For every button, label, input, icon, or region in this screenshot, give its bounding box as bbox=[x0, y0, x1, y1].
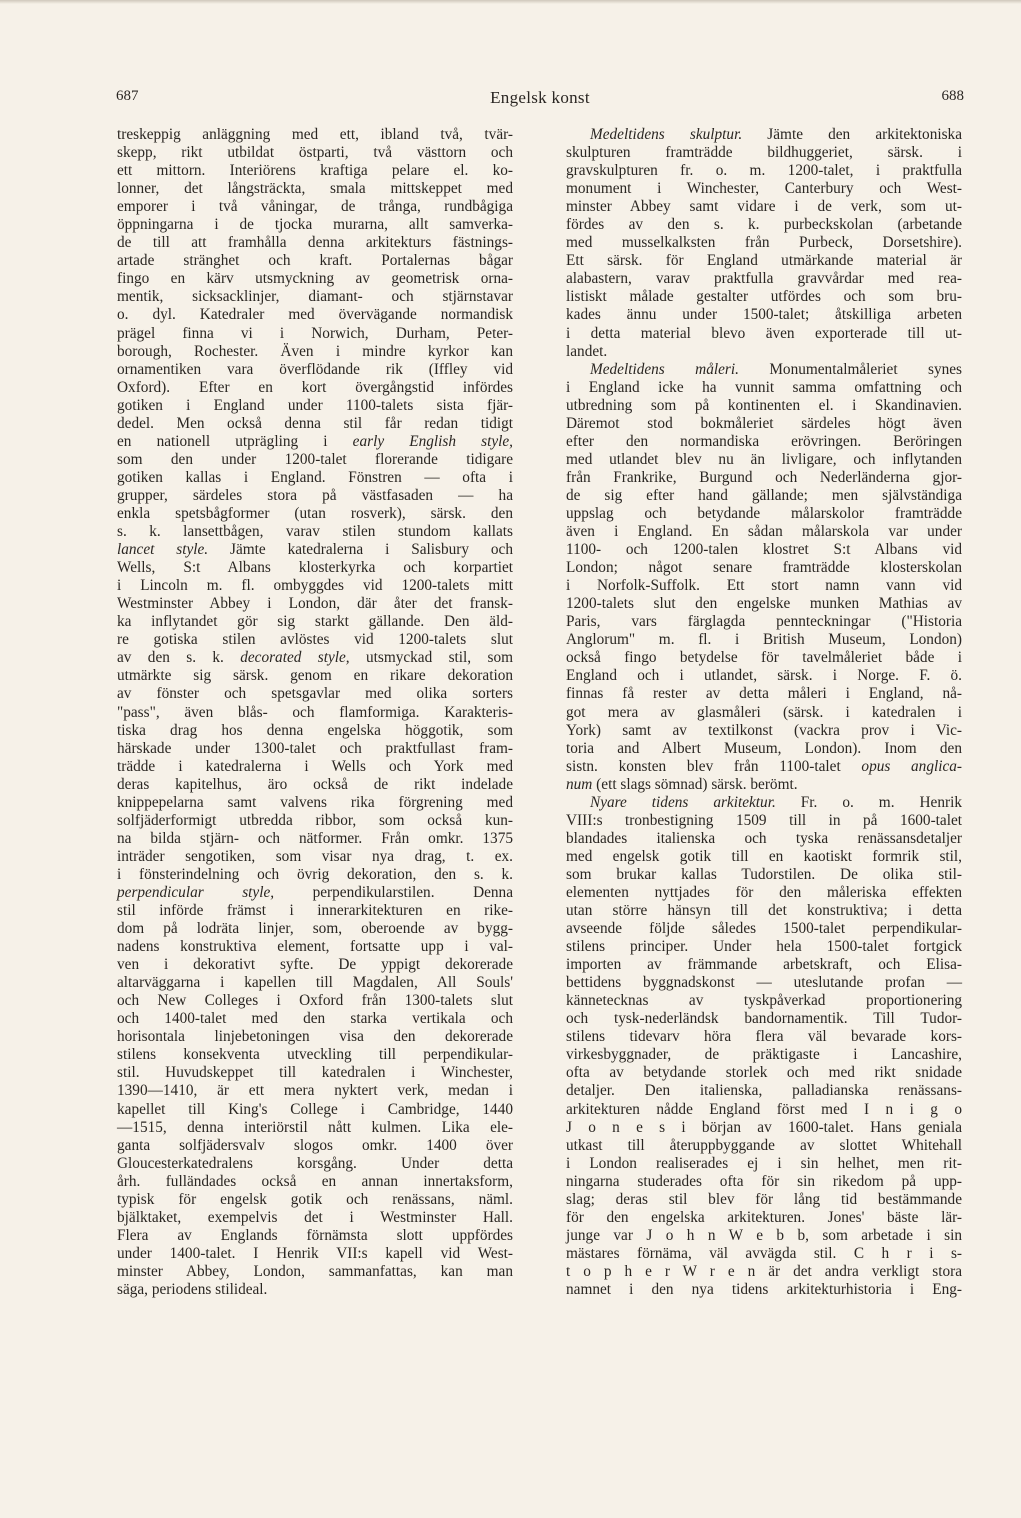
text-line: England och i utlandet, särsk. i Norge. F. ö. bbox=[566, 667, 962, 685]
text-line: även i England. En sådan målarskola var under bbox=[566, 523, 962, 541]
text-line: de till att framhålla denna arkitekturs fästnings- bbox=[117, 234, 513, 252]
text-line: inträder sengotiken, som visar nya drag, t. ex. bbox=[117, 847, 513, 865]
text-line: t o p h e r W r e n är det andra verkligt stora bbox=[566, 1262, 962, 1280]
text-line: stilens tidevarv höra flera väl bevarade kors- bbox=[566, 1028, 962, 1046]
text-line: Wells, S:t Albans klosterkyrka och korpartiet bbox=[117, 559, 513, 577]
text-line: som den under 1200-talet florerande tidigare bbox=[117, 450, 513, 468]
text-line: treskeppig anläggning med ett, ibland två, tvär- bbox=[117, 126, 513, 143]
text-line: dedel. Men också denna stil får redan tidigt bbox=[117, 414, 513, 432]
text-segment: sistn. konsten blev från 1100-talet bbox=[566, 757, 862, 775]
text-line: bjälktaket, exempelvis det i Westminster Hall. bbox=[117, 1208, 513, 1226]
text-line: stilens konsekventa utveckling till perpendikular- bbox=[117, 1046, 513, 1064]
text-line: landet. bbox=[566, 342, 608, 360]
text-line: na bilda stjärn- och nätformer. Från omkr. 1375 bbox=[117, 829, 513, 847]
text-line: detaljer. Den italienska, palladianska renässans- bbox=[566, 1082, 962, 1100]
text-line: också fingo betydelse för tavelmåleriet både i bbox=[566, 649, 962, 667]
text-line: som brukar kallas Tudorstilen. De olika stil- bbox=[566, 865, 962, 883]
text-line: i Norfolk-Suffolk. Ett stort namn vann vid bbox=[566, 577, 962, 595]
text-line: 1200-talets slut den engelske munken Mathias av bbox=[566, 595, 962, 613]
text-line: minster Abbey samt vidare i de verk, som ut- bbox=[566, 198, 962, 216]
text-line: blandades italienska och tyska renässansdetaljer bbox=[566, 829, 962, 847]
italic-term: Medeltidens skulptur. bbox=[590, 126, 743, 143]
text-line: gravskulpturen fr. o. m. 1200-talet, i praktfulla bbox=[566, 162, 962, 180]
text-line: i fönsterindelning och övrig dekoration, den s. k. bbox=[117, 865, 513, 883]
text-line: nadens konstruktiva element, fortsatte upp i val- bbox=[117, 938, 513, 956]
text-line bbox=[566, 758, 962, 776]
text-line: kännetecknas av tyskpåverkad proportionering bbox=[566, 992, 962, 1010]
italic-term: opus anglica- bbox=[861, 757, 963, 775]
text-line: knippepelarna samt valvens rika förgrening med bbox=[117, 793, 513, 811]
text-line: mästares förnäma, väl avvägda stil. C h r i s- bbox=[566, 1244, 962, 1262]
text-line: och New Colleges i Oxford från 1300-talets slut bbox=[117, 992, 513, 1010]
text-line: elementen nyttjades för den måleriska effekten bbox=[566, 883, 962, 901]
text-line: toria and Albert Museum, London). Inom den bbox=[566, 739, 962, 757]
text-line: och tysk-nederländsk bandornamentik. Till Tudor- bbox=[566, 1010, 962, 1028]
text-segment: utsmyckad stil, som bbox=[349, 649, 513, 667]
text-line: Däremot stod bokmåleriet särdeles högt även bbox=[566, 414, 962, 432]
text-line: York) samt av textilkonst (vackra prov i Vic- bbox=[566, 721, 962, 739]
text-line: säga, periodens stilideal. bbox=[117, 1281, 268, 1298]
text-line: utan större hänsyn till det konstruktiva; i detta bbox=[566, 902, 962, 920]
page-number-right: 688 bbox=[941, 88, 964, 104]
text-line: o. dyl. Katedraler med övervägande normandisk bbox=[117, 306, 513, 324]
text-line: mentik, sicksacklinjer, diamant- och stjärnstavar bbox=[117, 288, 513, 306]
text-line: grupper, särdeles stora på västfasaden — ha bbox=[117, 486, 513, 504]
text-line: fördes av den s. k. purbeckskolan (arbetande bbox=[566, 216, 962, 234]
text-line bbox=[566, 361, 962, 379]
text-line: utbredning som på kontinenten el. i Skandinavien. bbox=[566, 396, 962, 414]
text-line: monument i Winchester, Canterbury och West- bbox=[566, 180, 962, 198]
text-line: ett mittorn. Interiörens kraftiga pelare el. ko- bbox=[117, 162, 513, 180]
text-line: skulpturen framträdde bildhuggeriet, särsk. i bbox=[566, 144, 962, 162]
text-line: gotiken i England under 1100-talets sista fjär- bbox=[117, 396, 513, 414]
text-line: namnet i den nya tidens arkitekturhistoria i Eng- bbox=[566, 1281, 962, 1298]
text-line: alabastern, varav praktfulla gravvårdar med rea- bbox=[566, 270, 962, 288]
text-line: ganta solfjädersvalv slogos omkr. 1400 över bbox=[117, 1136, 513, 1154]
text-line: kades ännu under 1500-talet; åtskilliga arbeten bbox=[566, 306, 962, 324]
text-line bbox=[117, 649, 513, 667]
text-line bbox=[566, 794, 962, 812]
text-line bbox=[566, 776, 962, 794]
text-line: listiskt målade gestalter utfördes och som bru- bbox=[566, 288, 962, 306]
text-line: stil. Huvudskeppet till katedralen i Winchester, bbox=[117, 1064, 513, 1082]
text-line: ven i dekorativt syfte. De yppigt dekorerade bbox=[117, 956, 513, 974]
text-line: horisontala linjebetoningen visa den dekorerade bbox=[117, 1028, 513, 1046]
text-line: 1390—1410, är ett mera nyktert verk, medan i bbox=[117, 1082, 513, 1100]
text-segment: Fr. o. m. Henrik bbox=[775, 793, 962, 811]
text-line: typisk för engelsk gotik och renässans, näml. bbox=[117, 1190, 513, 1208]
text-line: altarväggarna i kapellen till Magdalen, All Souls' bbox=[117, 974, 513, 992]
text-segment: en nationell utprägling i bbox=[117, 432, 353, 450]
text-line: under 1400-talet. I Henrik VII:s kapell vid West- bbox=[117, 1244, 513, 1262]
left-text-column bbox=[117, 126, 513, 1299]
text-segment: av den s. k. bbox=[117, 649, 241, 667]
text-line: got mera av glasmåleri (särsk. i katedralen i bbox=[566, 703, 962, 721]
text-line: de sig efter hand gällande; men självständiga bbox=[566, 486, 962, 504]
text-line: uppslag och betydande målarskolor framträdde bbox=[566, 504, 962, 522]
text-line: emporer i två våningar, de trånga, rundbågiga bbox=[117, 198, 513, 216]
text-line: utkast till återuppbyggande av slottet Whitehall bbox=[566, 1136, 962, 1154]
text-line: efter den normandiska erövringen. Beröringen bbox=[566, 432, 962, 450]
text-line: i detta material blevo även exporterade till ut- bbox=[566, 324, 962, 342]
text-line: Anglorum" m. fl. i British Museum, London) bbox=[566, 631, 962, 649]
text-line: slag; deras stil blev för lång tid bestämmande bbox=[566, 1190, 962, 1208]
text-line: ningarna studerades ofta för sin rikedom på upp- bbox=[566, 1172, 962, 1190]
text-line: finnas få rester av detta måleri i England, nå- bbox=[566, 685, 962, 703]
text-line: stilens principer. Under hela 1500-talet fortgick bbox=[566, 938, 962, 956]
text-line: från Frankrike, Burgund och Nederländerna gjor- bbox=[566, 468, 962, 486]
italic-term: early English style, bbox=[352, 432, 513, 450]
text-segment: (ett slags sömnad) särsk. berömt. bbox=[592, 775, 798, 793]
text-line: öppningarna i de tjocka murarna, allt samverka- bbox=[117, 216, 513, 234]
text-line: virkesbyggnader, de präktigaste i Lancashire, bbox=[566, 1046, 962, 1064]
text-line: ornamentiken vara överflödande rik (Iffley vid bbox=[117, 360, 513, 378]
text-line: Oxford). Efter en kort övergångstid infördes bbox=[117, 378, 513, 396]
text-line: —1515, denna interiörstil nått kulmen. Lika ele- bbox=[117, 1118, 513, 1136]
text-line: fingo en kärv utsmyckning av geometrisk orna- bbox=[117, 270, 513, 288]
text-line: avseende följde således 1500-talet perpendikular- bbox=[566, 920, 962, 938]
italic-term: Medeltidens måleri. bbox=[590, 360, 739, 378]
text-line: i Lincoln m. fl. ombyggdes vid 1200-talets mitt bbox=[117, 577, 513, 595]
text-line: solfjäderformigt utbredda ribbor, som också kun- bbox=[117, 811, 513, 829]
text-line: stil införde främst i innerarkitekturen en rike- bbox=[117, 902, 513, 920]
italic-term: num bbox=[566, 775, 593, 793]
text-line: minster Abbey, London, sammanfattas, kan man bbox=[117, 1262, 513, 1280]
italic-term: perpendicular style, bbox=[117, 883, 275, 901]
text-line: ka inflytandet gör sig starkt gällande. Den äld- bbox=[117, 613, 513, 631]
page-top-edge bbox=[0, 0, 1021, 4]
text-line: deras kapitelhus, äro också de rikt indelade bbox=[117, 775, 513, 793]
text-line: kapellet till King's College i Cambridge, 1440 bbox=[117, 1100, 513, 1118]
text-line: ofta av betydande storlek och med rikt snidade bbox=[566, 1064, 962, 1082]
text-line: importen av främmande arbetskraft, och Elisa- bbox=[566, 956, 962, 974]
text-line bbox=[117, 884, 513, 902]
text-line bbox=[566, 126, 962, 144]
text-line: trädde i katedralerna i Wells och York med bbox=[117, 757, 513, 775]
text-line: skepp, rikt utbildat östparti, två västtorn och bbox=[117, 144, 513, 162]
text-line: Ett särsk. för England utmärkande material är bbox=[566, 252, 962, 270]
text-line: artade stränghet och kraft. Portalernas bågar bbox=[117, 252, 513, 270]
text-line: med engelsk gotik till en kaotiskt formrik stil, bbox=[566, 847, 962, 865]
text-line: bettidens byggnadskonst — uteslutande profan — bbox=[566, 974, 962, 992]
text-line: London; något senare framträdde klosterskolan bbox=[566, 559, 962, 577]
italic-term: decorated style, bbox=[240, 649, 350, 667]
text-segment: Monumentalmåleriet synes bbox=[738, 360, 962, 378]
text-line: gotiken kallas i England. Fönstren — ofta i bbox=[117, 468, 513, 486]
text-line: re gotiska stilen avlöstes vid 1200-talets slut bbox=[117, 631, 513, 649]
text-line: för den engelska arkitekturen. Jones' bäste lär- bbox=[566, 1208, 962, 1226]
text-line: i London realiserades ej i sin helhet, men rit- bbox=[566, 1154, 962, 1172]
text-line: lonner, det långsträckta, smala mittskeppet med bbox=[117, 180, 513, 198]
right-text-column bbox=[566, 126, 962, 1299]
text-segment: perpendikularstilen. Denna bbox=[274, 883, 513, 901]
text-line: 1100- och 1200-talen klostret S:t Albans vid bbox=[566, 541, 962, 559]
running-header bbox=[116, 88, 964, 114]
text-line: årh. fulländades också en annan innertaksform, bbox=[117, 1172, 513, 1190]
text-line: med utlandet blev nu än livligare, och inflytanden bbox=[566, 450, 962, 468]
text-line: enkla spetsbågformer (utan rosverk), särsk. den bbox=[117, 504, 513, 522]
text-line: junge var J o h n W e b b, som arbetade i sin bbox=[566, 1226, 962, 1244]
page-number-left: 687 bbox=[116, 88, 139, 104]
text-line: Westminster Abbey i London, där åter det fransk- bbox=[117, 595, 513, 613]
text-line: i England icke ha vunnit samma omfattning och bbox=[566, 378, 962, 396]
text-line: härskade under 1300-talet och praktfullast fram- bbox=[117, 739, 513, 757]
page-title: Engelsk konst bbox=[490, 88, 590, 107]
text-line: tiska drag hos denna engelska höggotik, som bbox=[117, 721, 513, 739]
text-line: "pass", även blås- och flamformiga. Karakteris- bbox=[117, 703, 513, 721]
text-line: J o n e s i början av 1600-talet. Hans geniala bbox=[566, 1118, 962, 1136]
text-line: och 1400-talet med den starka vertikala och bbox=[117, 1010, 513, 1028]
italic-term: Nyare tidens arkitektur. bbox=[590, 793, 776, 811]
text-segment: Jämte den arkitektoniska bbox=[742, 126, 962, 143]
text-line: utmärkte sig särsk. genom en rikare dekoration bbox=[117, 667, 513, 685]
text-line: VIII:s tronbestigning 1509 till in på 1600-talet bbox=[566, 811, 962, 829]
text-line: Paris, vars färglagda pennteckningar ("Historia bbox=[566, 613, 962, 631]
text-line: borough, Rochester. Även i mindre kyrkor kan bbox=[117, 342, 513, 360]
text-line bbox=[117, 541, 513, 559]
text-line: med musselkalksten från Purbeck, Dorsetshire). bbox=[566, 234, 962, 252]
italic-term: lancet style. bbox=[117, 541, 209, 559]
text-line: dom på lodräta linjer, som, oberoende av bygg- bbox=[117, 920, 513, 938]
text-line: arkitekturen nådde England först med I n i g o bbox=[566, 1100, 962, 1118]
text-line: prägel finna vi i Norwich, Durham, Peter- bbox=[117, 324, 513, 342]
text-line bbox=[117, 433, 513, 451]
text-line: Gloucesterkatedralens korsgång. Under detta bbox=[117, 1154, 513, 1172]
text-line: av fönster och spetsgavlar med olika sorters bbox=[117, 685, 513, 703]
text-line: Flera av Englands förnämsta slott uppfördes bbox=[117, 1226, 513, 1244]
text-line: s. k. lansettbågen, varav stilen stundom kallats bbox=[117, 523, 513, 541]
text-segment: Jämte katedralerna i Salisbury och bbox=[208, 541, 513, 559]
